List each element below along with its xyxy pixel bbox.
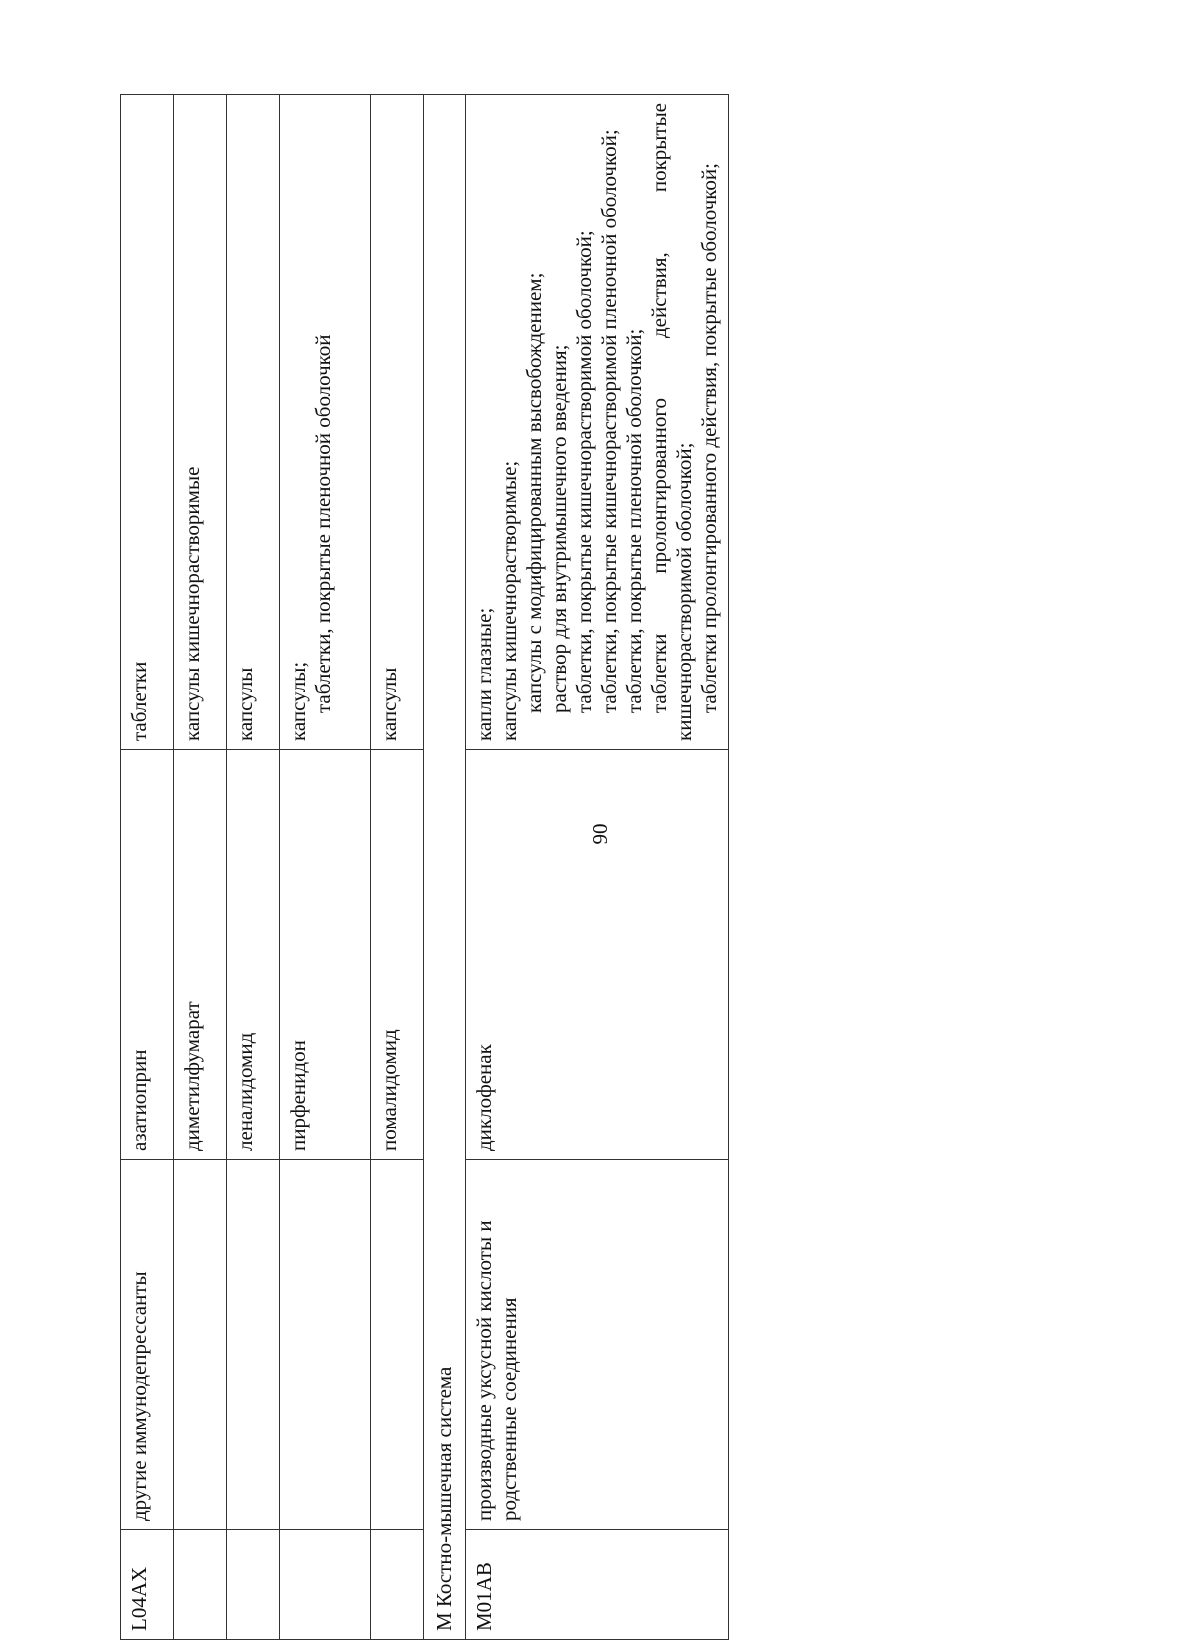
dosage-form-line: капсулы кишечнорастворимые bbox=[180, 466, 204, 741]
dosage-form-cell bbox=[466, 95, 729, 750]
dosage-form-cell bbox=[121, 95, 174, 750]
dosage-form-line: капсулы bbox=[233, 667, 257, 741]
table-row bbox=[280, 95, 371, 1640]
atc-code-cell: L04AX bbox=[121, 1530, 174, 1640]
drug-name-cell: диклофенак bbox=[466, 750, 729, 1160]
dosage-form-line: таблетки, покрытые пленочной оболочкой; bbox=[622, 328, 646, 713]
atc-code-cell bbox=[174, 1530, 227, 1640]
dosage-form-line: капсулы; bbox=[286, 661, 310, 741]
drug-name-cell: диметилфумарат bbox=[174, 750, 227, 1160]
dosage-form-line: капсулы bbox=[377, 667, 401, 741]
dosage-form-line: раствор для внутримышечного введения; bbox=[547, 344, 571, 713]
table-row bbox=[466, 95, 729, 1640]
dosage-form-cell bbox=[174, 95, 227, 750]
group-cell bbox=[371, 1160, 424, 1530]
group-cell bbox=[227, 1160, 280, 1530]
table-row bbox=[227, 95, 280, 1640]
dosage-form-line: капли глазные; bbox=[472, 607, 496, 741]
drug-list-table bbox=[120, 94, 729, 1640]
drug-list-table-page bbox=[120, 95, 1080, 1640]
page-number: 90 bbox=[588, 823, 612, 845]
atc-code-cell: M01AB bbox=[466, 1530, 729, 1640]
drug-name-cell: азатиоприн bbox=[121, 750, 174, 1160]
dosage-form-line: таблетки пролонгированного действия, покрытые оболочкой; bbox=[697, 163, 721, 713]
atc-code-cell bbox=[227, 1530, 280, 1640]
table-row bbox=[174, 95, 227, 1640]
drug-name-cell: пирфенидон bbox=[280, 750, 371, 1160]
table-row bbox=[371, 95, 424, 1640]
drug-name-cell: леналидомид bbox=[227, 750, 280, 1160]
section-title: M Костно-мышечная система bbox=[424, 95, 466, 1640]
group-cell bbox=[280, 1160, 371, 1530]
dosage-form-line: таблетки, покрытые пленочной оболочкой bbox=[311, 334, 335, 713]
dosage-form-line: капсулы кишечнорастворимые; bbox=[497, 460, 521, 741]
dosage-form-line: таблетки bbox=[127, 661, 151, 741]
dosage-form-line: таблетки, покрытые кишечнорастворимой пленочной оболочкой; bbox=[597, 129, 621, 713]
group-cell bbox=[174, 1160, 227, 1530]
group-cell: производные уксусной кислоты и родственные соединения bbox=[466, 1160, 729, 1530]
dosage-form-line: капсулы с модифицированным высвобождением; bbox=[522, 272, 546, 713]
drug-name-cell: помалидомид bbox=[371, 750, 424, 1160]
section-row bbox=[424, 95, 466, 1640]
atc-code-cell bbox=[371, 1530, 424, 1640]
dosage-form-cell bbox=[371, 95, 424, 750]
dosage-form-line: таблетки, покрытые кишечнорастворимой оболочкой; bbox=[572, 230, 596, 713]
dosage-form-cell bbox=[280, 95, 371, 750]
dosage-form-cell bbox=[227, 95, 280, 750]
dosage-form-line: таблетки пролонгированного действия, покрытые кишечнорастворимой оболочкой; bbox=[647, 103, 696, 741]
group-cell: другие иммунодепрессанты bbox=[121, 1160, 174, 1530]
atc-code-cell bbox=[280, 1530, 371, 1640]
table-row bbox=[121, 95, 174, 1640]
